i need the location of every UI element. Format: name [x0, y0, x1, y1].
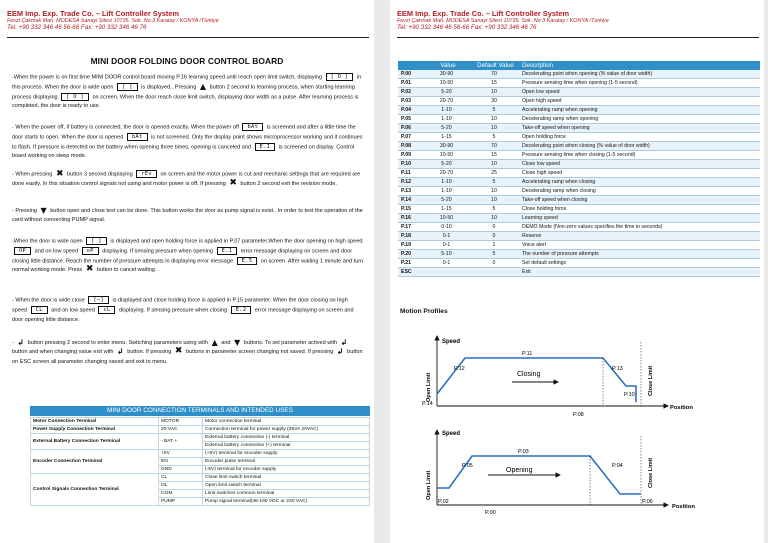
- closing-mark-p11: P.11: [522, 351, 533, 357]
- display-code: [ ]: [86, 237, 107, 245]
- display-code: oP: [82, 247, 99, 255]
- instruction-paragraph: [12, 170, 364, 189]
- param-code: ESC: [398, 268, 424, 277]
- display-code: E.2: [231, 306, 252, 314]
- param-range: 5-20: [424, 160, 469, 169]
- closing-profile: [422, 336, 693, 418]
- motion-profiles-title: Motion Profiles: [400, 308, 448, 315]
- display-code: [ O ]: [61, 93, 89, 101]
- param-range: 1-10: [424, 115, 469, 124]
- param-default: 70: [469, 142, 519, 151]
- display-code: bAt: [242, 123, 263, 131]
- display-code: cL: [98, 306, 115, 314]
- terminal-pin: COM: [159, 490, 203, 498]
- param-description: Accelerating ramp when closing: [519, 178, 760, 187]
- cross-icon: ✖: [55, 168, 64, 179]
- param-range: 5-20: [424, 196, 469, 205]
- terminal-pin: - BAT +: [159, 434, 203, 450]
- display-code: [ ]: [117, 83, 138, 91]
- param-code: P.19: [398, 241, 424, 250]
- company-address: Fevzi Çakmak Mah. MODESA Sanayi Sitesi 10735. Sok .No:3 Karatay / KONYA /Türkiye: [397, 18, 609, 24]
- opening-mark-p04: P.04: [612, 463, 623, 469]
- opening-mark-p05: P.05: [462, 463, 473, 469]
- instruction-paragraph: [12, 296, 364, 325]
- paragraph-text: button 3 second displaying: [65, 171, 135, 178]
- param-code: P.01: [398, 79, 424, 88]
- terminal-pin: PUMP: [159, 498, 203, 506]
- paragraph-text: button on ESC screen all parameter changing saved and exit to menu.: [12, 349, 365, 365]
- param-description: Decelerating ramp when closing: [519, 187, 760, 196]
- terminal-description: Close limit switch terminal: [203, 474, 370, 482]
- param-default: 0: [469, 232, 519, 241]
- closing-mark-p10: P.10: [624, 392, 635, 398]
- display-code: CL: [31, 306, 48, 314]
- header-divider: [7, 37, 369, 38]
- param-default: 5: [469, 106, 519, 115]
- param-range: 1-10: [424, 178, 469, 187]
- opening-position-label: Position: [672, 504, 695, 510]
- left-page: [0, 0, 374, 543]
- terminal-row: [31, 434, 370, 442]
- letterhead: [7, 10, 367, 31]
- paragraph-text: is displayed and close holding force is applied in P.15 parameter. When the door closing on high speed: [12, 297, 350, 314]
- param-default: 5: [469, 250, 519, 259]
- paragraph-text: - When pressing: [12, 171, 54, 178]
- param-code: P.16: [398, 214, 424, 223]
- terminal-row: [31, 474, 370, 482]
- document-title: MINI DOOR FOLDING DOOR CONTROL BOARD: [90, 56, 284, 66]
- param-default: 10: [469, 196, 519, 205]
- param-code: P.09: [398, 151, 424, 160]
- enter-icon: ↲: [340, 338, 348, 348]
- terminal-description: (-5V) terminal for encoder supply: [203, 466, 370, 474]
- param-code: P.02: [398, 88, 424, 97]
- param-description: Set default settings: [519, 259, 760, 268]
- param-range: 30-90: [424, 142, 469, 151]
- opening-speed-label: Speed: [442, 431, 461, 437]
- param-description: Open high speed: [519, 97, 760, 106]
- up-arrow-icon: ▲: [199, 82, 207, 92]
- param-range: 0-1: [424, 241, 469, 250]
- display-code: OP: [14, 247, 31, 255]
- terminal-pin: CL: [159, 474, 203, 482]
- paragraph-text: on screen and the motor power is cut and mechanic settings that are required are done easily. In this situation control signals not using and motor power is off. If pressing: [12, 171, 362, 187]
- param-description: Open low speed: [519, 88, 760, 97]
- param-range: 10-50: [424, 151, 469, 160]
- opening-mark-p02: P.02: [438, 499, 449, 505]
- terminal-description: Motor connection terminal: [203, 418, 370, 426]
- param-range: 5-20: [424, 88, 469, 97]
- param-description: Accelerating ramp when opening: [519, 106, 760, 115]
- opening-mark-p00: P.00: [485, 510, 496, 516]
- param-range: 1-15: [424, 205, 469, 214]
- param-default: 0: [469, 223, 519, 232]
- param-range: 5-20: [424, 124, 469, 133]
- terminals-table: [30, 417, 370, 506]
- paragraph-text: is screened and after a little time the door starts to open. When the door is opened: [12, 124, 358, 141]
- paragraph-text: button 2 second exit the revision mode.: [238, 180, 337, 187]
- terminal-description: Connection terminal for power supply (35VA 20VAC): [203, 426, 370, 434]
- param-code: P.14: [398, 196, 424, 205]
- param-description: Decelerating point when opening (% value of door width): [519, 70, 760, 79]
- display-code: [—]: [88, 296, 109, 304]
- param-code: P.17: [398, 223, 424, 232]
- terminal-group: Control Signals Connection Terminal: [31, 474, 159, 506]
- param-description: Close holding force: [519, 205, 760, 214]
- closing-open-limit-label: Open Limit: [426, 372, 432, 402]
- param-description: Take-off speed when opening: [519, 124, 760, 133]
- param-range: 10-50: [424, 79, 469, 88]
- closing-mark-p14: P.14: [422, 401, 433, 407]
- terminal-group: Power Supply Connection Terminal: [31, 426, 159, 434]
- terminal-pin: GND: [159, 466, 203, 474]
- company-phone: Tel: +90 332 346 46 56-66 Fax: +90 332 346 46 76: [7, 24, 147, 31]
- paragraph-text: in this process. When the door is wide open: [12, 74, 363, 91]
- param-range: 10-50: [424, 214, 469, 223]
- param-code: P.06: [398, 124, 424, 133]
- param-code: P.07: [398, 133, 424, 142]
- paragraph-text: is displayed and open holding force is applied in P.07 parameter.When the door opening on high speed: [108, 238, 365, 245]
- param-default: 10: [469, 115, 519, 124]
- terminal-row: [31, 418, 370, 426]
- param-range: 1-10: [424, 106, 469, 115]
- paragraph-text: is screened on display. Control board working on sleep mode.: [12, 144, 356, 160]
- terminal-row: [31, 426, 370, 434]
- param-description: Voice alert: [519, 241, 760, 250]
- param-description: Learning speed: [519, 214, 760, 223]
- cross-icon: ✖: [85, 264, 94, 275]
- paragraph-text: and on low speed: [49, 307, 97, 314]
- paragraph-text: is not screened. Only the display point shows microprocessor working and it continues to flash. If pressure is detected on the battery when opening three times, opening is canceled and: [12, 134, 365, 150]
- param-default: 15: [469, 151, 519, 160]
- terminals-table-title: MINI DOOR CONNECTION TERMINALS AND INTENDED USES: [30, 406, 370, 416]
- cross-icon: ✖: [174, 346, 183, 357]
- paragraph-text: - When the power off, if battery is connected, the door is opened exactly. When the power off: [12, 124, 241, 131]
- param-col-default: Default Value: [469, 61, 519, 70]
- terminal-row: [31, 450, 370, 458]
- param-range: 0-1: [424, 232, 469, 241]
- terminal-description: Pump signal terminal(48-190 VDC or 220 VAC): [203, 498, 370, 506]
- param-code: P.15: [398, 205, 424, 214]
- paragraph-text: button to cancel waiting.: [95, 267, 157, 274]
- up-arrow-icon: ▲: [211, 338, 218, 348]
- company-address: Fevzi Çakmak Mah. MODESA Sanayi Sitesi 10735. Sok .No:3 Karatay / KONYA /Türkiye: [7, 18, 219, 24]
- instruction-paragraph: [12, 207, 364, 226]
- param-default: 1: [469, 241, 519, 250]
- param-range: 0-1: [424, 259, 469, 268]
- terminal-pin: MOTOR: [159, 418, 203, 426]
- enter-icon: ↲: [336, 347, 344, 357]
- paragraph-text: is displayed.. Pressing: [139, 84, 198, 91]
- display-code: E.1: [217, 247, 238, 255]
- param-code: P.04: [398, 106, 424, 115]
- param-description: Decelerating point when closing (% value of door width): [519, 142, 760, 151]
- terminal-description: External battery connection (-) terminal: [203, 434, 370, 442]
- param-code: P.18: [398, 232, 424, 241]
- terminal-pin: 20 VAC: [159, 426, 203, 434]
- display-code: bAt: [127, 133, 148, 141]
- param-code: P.12: [398, 178, 424, 187]
- display-code: E.5: [237, 257, 258, 265]
- param-description: The number of pressure attempts: [519, 250, 760, 259]
- display-code: [ O ]: [326, 73, 354, 81]
- param-default: 10: [469, 124, 519, 133]
- paragraph-text: error message displaying on screen and door closing little distance. Reach the number of pressure attempts in displaying error message: [12, 248, 354, 264]
- param-range: 1-15: [424, 133, 469, 142]
- instruction-paragraph: [12, 123, 364, 162]
- terminal-description: Encoder pulse terminal: [203, 458, 370, 466]
- param-code: P.11: [398, 169, 424, 178]
- display-code: E.1: [255, 143, 276, 151]
- param-description: Close high speed: [519, 169, 760, 178]
- param-default: 5: [469, 205, 519, 214]
- paragraph-text: button and when changing value exit with: [12, 340, 351, 356]
- terminal-group: Encoder Connection Terminal: [31, 450, 159, 474]
- paragraph-text: error message displaying on screen and door opening little distance.: [12, 307, 356, 323]
- param-col-description: Description: [519, 61, 760, 70]
- opening-close-limit-label: Close Limit: [648, 457, 654, 488]
- param-default: 5: [469, 133, 519, 142]
- right-page: [390, 0, 764, 543]
- instruction-paragraph: [12, 73, 364, 112]
- opening-direction-label: Opening: [506, 467, 533, 474]
- paragraph-text: -: [12, 340, 16, 346]
- enter-icon: ↲: [17, 338, 25, 348]
- param-default: 15: [469, 79, 519, 88]
- closing-position-label: Position: [670, 405, 693, 411]
- down-arrow-icon: ▼: [40, 206, 47, 216]
- paragraph-text: button open and close test can be done. This button works the door as pump signal is exist.. In order to test the operation of the card without connecting PUMP signal.: [12, 208, 365, 224]
- paragraph-text: and on low speed: [33, 248, 80, 255]
- param-description: Close low speed: [519, 160, 760, 169]
- instruction-paragraph: [12, 237, 364, 276]
- opening-open-limit-label: Open Limit: [426, 470, 432, 500]
- paragraph-text: buttons in parameter screen changing not saved. If pressing: [184, 349, 335, 356]
- param-code: P.08: [398, 142, 424, 151]
- param-description: Decelerating ramp when opening: [519, 115, 760, 124]
- param-default: 5: [469, 178, 519, 187]
- terminal-group: External Battery Connection Terminal: [31, 434, 159, 450]
- param-range: 30-90: [424, 70, 469, 79]
- param-description: DEMO Mode (Non-zero values specifies the time in seconds): [519, 223, 760, 232]
- closing-close-limit-label: Close Limit: [648, 365, 654, 396]
- paragraph-text: - Pressing: [12, 208, 39, 214]
- paragraph-text: button. If pressing: [125, 349, 173, 356]
- opening-mark-p06: P.06: [642, 499, 653, 505]
- param-code: P.21: [398, 259, 424, 268]
- param-default: 10: [469, 214, 519, 223]
- param-range: 1-10: [424, 187, 469, 196]
- paragraph-text: on screen. After waiting 1 minute and turn normal working mode. Press: [12, 258, 365, 274]
- terminal-description: (+5V) terminal for encoder supply: [203, 450, 370, 458]
- param-code: P.20: [398, 250, 424, 259]
- paragraph-text: displaying. If sensing pressure when closing: [117, 307, 229, 314]
- param-range: 20-70: [424, 97, 469, 106]
- closing-speed-label: Speed: [442, 339, 461, 345]
- paragraph-text: displaying. If sensing pressure when opening: [100, 248, 215, 255]
- param-col-value: Value: [424, 61, 469, 70]
- paragraph-text: buttons. To set parameter actived with: [242, 340, 339, 346]
- param-range: 20-70: [424, 169, 469, 178]
- param-code: P.13: [398, 187, 424, 196]
- closing-mark-p13: P.13: [612, 366, 623, 372]
- enter-icon: ↲: [117, 347, 124, 357]
- cross-icon: ✖: [229, 177, 237, 188]
- paragraph-text: -When the power is on first time MINI DOOR control board moving P.16 learning speed until reach open limit switch, displaying: [12, 74, 324, 81]
- company-name: EEM Imp. Exp. Trade Co. – Lift Controller System: [397, 9, 570, 18]
- terminal-description: Open limit switch terminal: [203, 482, 370, 490]
- closing-speed-curve: [437, 358, 636, 402]
- param-description: Reserve: [519, 232, 760, 241]
- param-default: 10: [469, 88, 519, 97]
- param-default: 10: [469, 187, 519, 196]
- paragraph-text: - When the door is wide close: [12, 297, 87, 304]
- paragraph-text: and: [219, 340, 233, 346]
- paragraph-text: on screen. When the door reach close limit switch, displaying door width as a pulse. After learning process is completed, the door is ready to use.: [12, 94, 361, 110]
- param-range: 0-10: [424, 223, 469, 232]
- param-default: 10: [469, 160, 519, 169]
- terminal-pin: EN: [159, 458, 203, 466]
- param-code: P.03: [398, 97, 424, 106]
- param-range: 5-10: [424, 250, 469, 259]
- motion-profiles-diagram: [390, 0, 764, 543]
- param-description: Pressure sensing time when opening (1-5 second): [519, 79, 760, 88]
- company-name: EEM Imp. Exp. Trade Co. – Lift Controller System: [7, 9, 180, 18]
- param-description: Pressure sensing time when closing (1-5 second): [519, 151, 760, 160]
- down-arrow-icon: ▼: [234, 338, 241, 348]
- opening-mark-p03: P.03: [518, 449, 529, 455]
- instruction-paragraph: [12, 339, 364, 367]
- closing-mark-p08: P.08: [573, 412, 584, 418]
- param-description: Take-off speed when closing: [519, 196, 760, 205]
- param-code: P.00: [398, 70, 424, 79]
- company-phone: Tel: +90 332 346 46 56-66 Fax: +90 332 346 46 76: [397, 24, 537, 31]
- terminal-pin: OL: [159, 482, 203, 490]
- param-code: P.05: [398, 115, 424, 124]
- terminal-pin: +5V: [159, 450, 203, 458]
- param-description: Open holding force: [519, 133, 760, 142]
- param-default: 25: [469, 169, 519, 178]
- display-code: rEv: [136, 170, 157, 178]
- terminal-description: External battery connection (+) terminal: [203, 442, 370, 450]
- param-default: 70: [469, 70, 519, 79]
- param-default: 30: [469, 97, 519, 106]
- param-description: Exit: [519, 268, 760, 277]
- terminal-group: Motor Connection Terminal: [31, 418, 159, 426]
- paragraph-text: button 2 second to learning process, when starting learning process displaying: [12, 84, 357, 100]
- opening-profile: [426, 430, 695, 516]
- terminal-description: Limit switches common terminal: [203, 490, 370, 498]
- paragraph-text: -When the door is wide open: [12, 238, 85, 245]
- param-code: P.10: [398, 160, 424, 169]
- param-default: 0: [469, 259, 519, 268]
- closing-direction-label: Closing: [517, 371, 541, 378]
- paragraph-text: button pressing 2 second to enter menu. Switching parameters using with: [26, 340, 210, 346]
- closing-mark-p12: P.12: [454, 366, 465, 372]
